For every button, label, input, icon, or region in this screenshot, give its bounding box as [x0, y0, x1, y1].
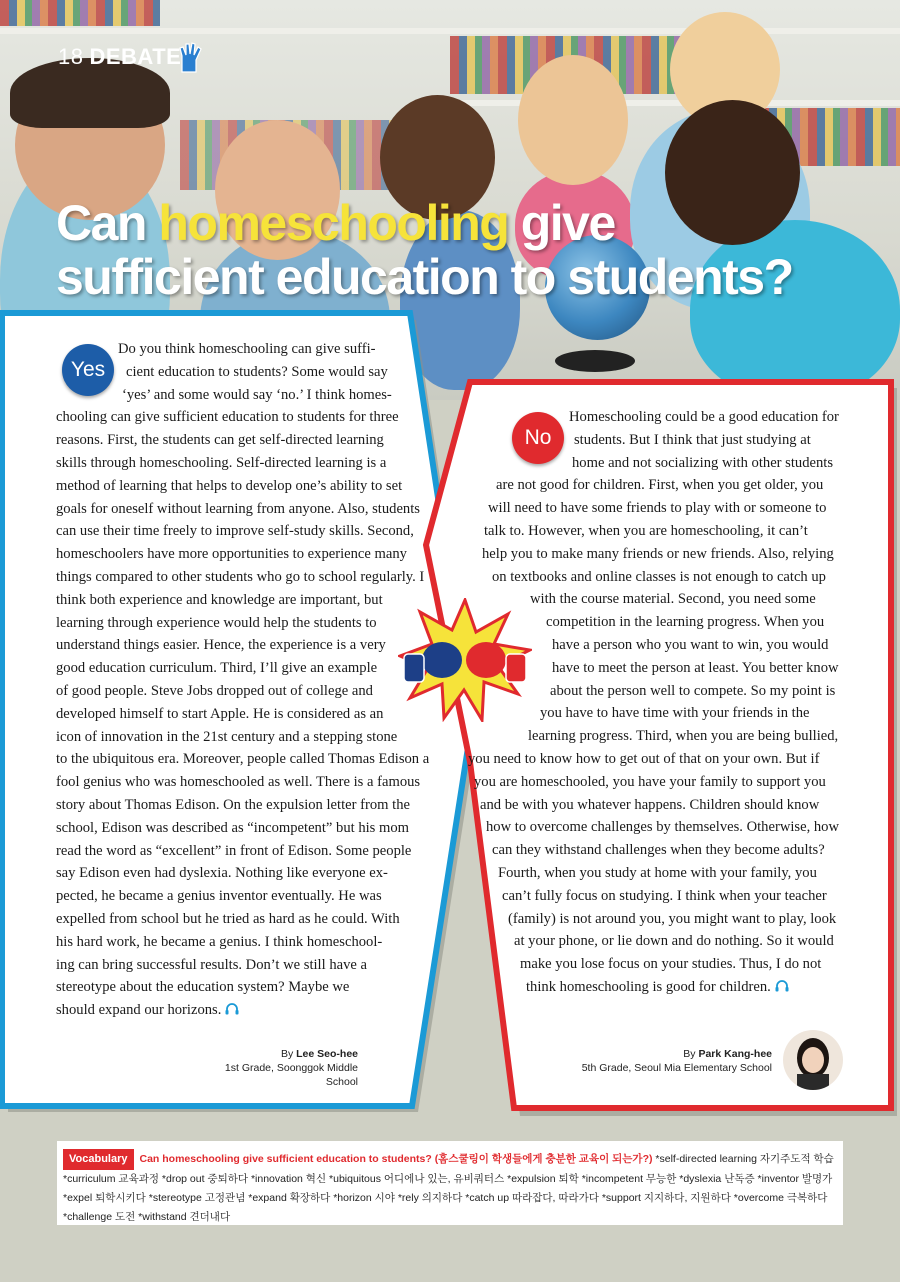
author-avatar	[783, 1030, 843, 1090]
yes-line: reasons. First, the students can get self-directed learning	[56, 432, 384, 449]
yes-line: his hard work, he became a genius. I think homeschool-	[56, 933, 383, 950]
no-line: competition in the learning progress. When you	[546, 614, 825, 631]
yes-line: icon of innovation in the 21st century and a stepping stone	[56, 728, 398, 745]
yes-line: Do you think homeschooling can give suffi-	[118, 341, 376, 357]
vocabulary-text	[63, 1149, 835, 1227]
no-line: Fourth, when you study at home with your family, you	[498, 864, 817, 881]
yes-line: ing can bring successful results. Don’t we still have a	[56, 956, 367, 973]
no-line: at your phone, or lie down and do nothing. So it would	[514, 933, 834, 950]
yes-line: say Edison even had dyslexia. Nothing like everyone ex-	[56, 865, 388, 882]
title-part1: Can	[56, 195, 159, 251]
yes-line: story about Thomas Edison. On the expulsion letter from the	[56, 796, 410, 813]
no-line: you are homeschooled, you have your family to support you	[474, 773, 826, 790]
yes-byline	[200, 1047, 358, 1089]
no-line: Homeschooling could be a good education for	[569, 409, 839, 425]
no-byline	[570, 1047, 772, 1075]
no-line: you have to have time with your friends in the	[540, 705, 810, 722]
yes-line: cient education to students? Some would say	[126, 363, 388, 380]
no-line: (family) is not around you, you might want to play, look	[508, 910, 837, 927]
yes-line: ‘yes’ and some would say ‘no.’ I think homes-	[122, 386, 392, 403]
yes-line: learning through experience would help the students to	[56, 614, 377, 631]
yes-line: pected, he became a genius inventor eventually. He was	[56, 888, 382, 905]
yes-line: homeschoolers have more opportunities to experience many	[56, 546, 407, 563]
no-line: talk to. However, when you are homeschooling, it can’t	[484, 522, 808, 539]
no-author-school: 5th Grade, Seoul Mia Elementary School	[581, 1062, 772, 1074]
yes-line: school, Edison was described as “incompetent” but his mom	[56, 819, 410, 836]
yes-line: developed himself to start Apple. He is considered as an	[56, 705, 384, 722]
no-line: can they withstand challenges when they become adults?	[492, 842, 825, 859]
boxing-gloves-icon	[398, 598, 532, 722]
yes-byline-by: By	[280, 1048, 297, 1060]
no-line: home and not socializing with other students	[572, 454, 834, 471]
no-line: can’t fully focus on studying. I think when your teacher	[502, 887, 827, 904]
page-number: 18	[58, 44, 84, 69]
no-author-name: Park Kang-hee	[698, 1048, 772, 1060]
title-part2: give	[508, 195, 615, 251]
no-line: how to overcome challenges by themselves. Otherwise, how	[486, 819, 839, 836]
yes-author-name: Lee Seo-hee	[296, 1048, 358, 1060]
no-line: you need to know how to get out of that on your own. But if	[468, 750, 820, 767]
no-badge: No	[512, 412, 564, 464]
yes-line: chooling can give sufficient education to students for three	[56, 409, 399, 426]
yes-line: things compared to other students who go to school regularly. I	[56, 568, 425, 585]
no-line: will need to have some friends to play with or someone to	[488, 500, 827, 517]
no-line: think homeschooling is good for children.	[462, 976, 839, 999]
no-line: have a person who you want to win, you would	[552, 636, 829, 653]
no-line: with the course material. Second, you need some	[530, 591, 816, 608]
yes-line: stereotype about the education system? Maybe we	[56, 979, 350, 996]
yes-line: goals for oneself without learning from anyone. Also, students	[56, 500, 420, 517]
yes-line: of good people. Steve Jobs dropped out of college and	[56, 682, 373, 699]
no-line: students. But I think that just studying at	[574, 431, 811, 448]
title-highlight: homeschooling	[158, 195, 509, 251]
yes-line: good education curriculum. Third, I’ll give an example	[56, 660, 378, 677]
no-line: about the person well to compete. So my point is	[550, 682, 836, 699]
headphone-icon	[775, 980, 789, 992]
no-line: make you lose focus on your studies. Thus, I do not	[520, 956, 822, 973]
no-line: help you to make many friends or new friends. Also, relying	[482, 545, 834, 562]
vocabulary-list: *self-directed learning 자기주도적 학습 *curriculum 교육과정 *drop out 중퇴하다 *innovation 혁신 *ubiquitous 어디에나 있는, 유비쿼터스 *expulsion 퇴학 *incompetent 무능한 *dyslexia 난독증 *inventor 발명가 *expel 퇴학시키다 *stereotype 고정관념 *expand 확장하다 *horizon 시야 *rely 의지하다 *catch up 따라잡다, 따라가다 *support 지지하다, 지원하다 *overcome 극복하다 *challenge 도전 *withstand 견더내다	[63, 1153, 834, 1223]
no-line: are not good for children. First, when you get older, you	[496, 477, 824, 494]
yes-line: fool genius who was homeschooled as well. There is a famous	[56, 774, 421, 791]
section-label: DEBATE	[89, 44, 182, 69]
yes-author-school: 1st Grade, Soonggok Middle School	[224, 1062, 358, 1088]
no-byline-by: By	[683, 1048, 699, 1060]
no-line: have to meet the person at least. You better know	[552, 659, 839, 676]
yes-line: think both experience and knowledge are important, but	[56, 591, 383, 608]
no-line: learning progress. Third, when you are being bullied,	[528, 728, 839, 745]
vocabulary-question: Can homeschooling give sufficient education to students? (홈스쿨링이 학생들에게 충분한 교육이 되는가?)	[139, 1153, 653, 1165]
yes-badge: Yes	[62, 344, 114, 396]
yes-line: read the word as “excellent” in front of Edison. Some people	[56, 842, 412, 859]
yes-article-body	[56, 338, 429, 1022]
yes-line: to the ubiquitous era. Moreover, people called Thomas Edison a	[56, 751, 430, 768]
headphone-icon	[225, 1003, 239, 1015]
no-line: on textbooks and online classes is not enough to catch up	[492, 568, 826, 585]
yes-line: understand things easier. Hence, the experience is a very	[56, 637, 386, 654]
yes-line: expelled from school but he tried as hard as he could. With	[56, 910, 400, 927]
yes-line: method of learning that helps to develop one’s ability to set	[56, 477, 403, 494]
yes-line: can use their time freely to improve self-study skills. Second,	[56, 523, 414, 540]
vocabulary-tag: Vocabulary	[63, 1149, 134, 1170]
title-line2: sufficient education to students?	[56, 249, 793, 305]
no-line: and be with you whatever happens. Children should know	[480, 796, 820, 813]
yes-line: should expand our horizons.	[56, 999, 429, 1022]
vocabulary-box	[57, 1141, 843, 1225]
yes-line: skills through homeschooling. Self-directed learning is a	[56, 454, 387, 471]
